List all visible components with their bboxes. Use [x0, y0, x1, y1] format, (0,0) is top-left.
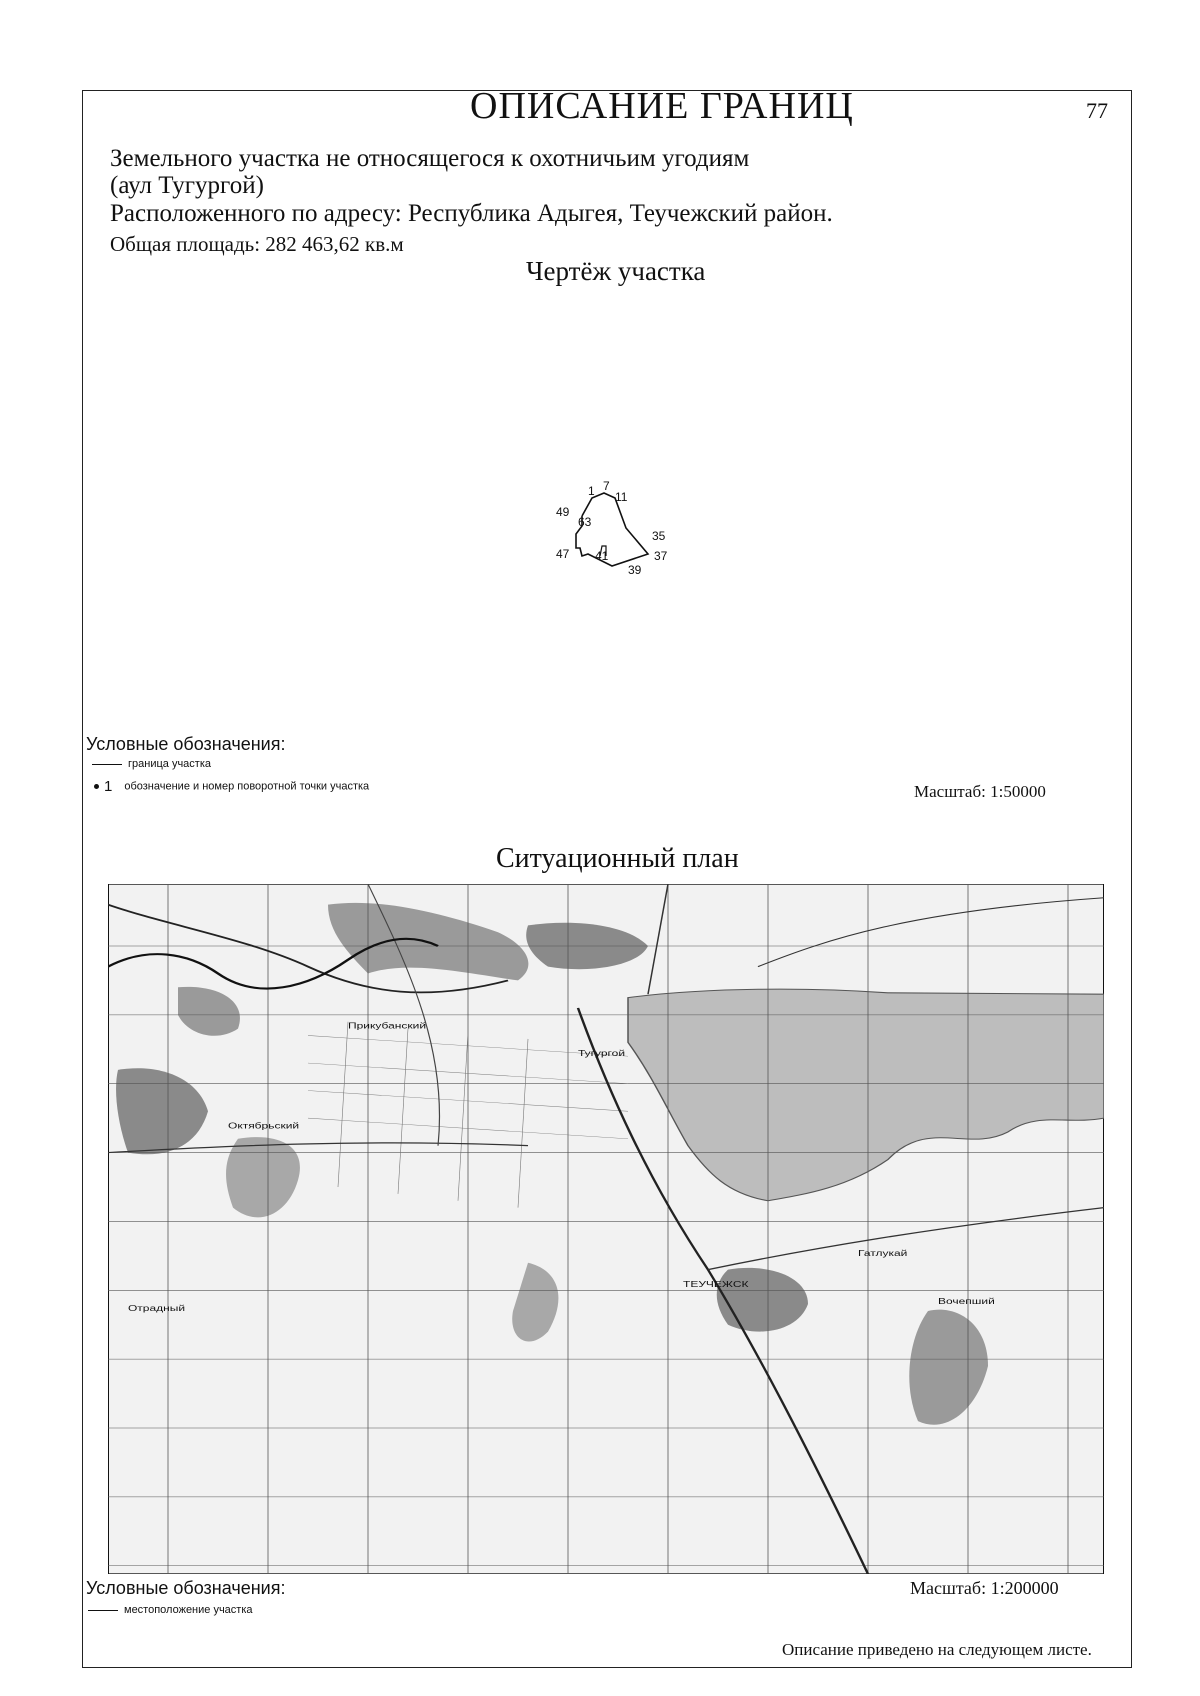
situation-scale: Масштаб: 1:200000: [910, 1578, 1059, 1598]
map-label: Октябрьский: [228, 1122, 300, 1131]
map-label: Гатлукай: [858, 1249, 908, 1259]
page-number: 77: [1086, 98, 1108, 123]
point-label: 41: [595, 549, 609, 563]
legend-point-number: 1: [104, 778, 113, 795]
point-label: 35: [652, 529, 666, 543]
point-label: 1: [588, 484, 595, 498]
point-label: 39: [628, 563, 642, 577]
drawing-title: Чертёж участка: [526, 256, 706, 286]
parcel-description-line: Земельного участка не относящегося к охотничьим угодиям: [110, 145, 750, 172]
point-label: 63: [578, 515, 592, 529]
parcel-address: Расположенного по адресу: Республика Адыгея, Теучежский район.: [110, 200, 833, 227]
map-label: ТЕУЧЕЖСК: [683, 1280, 749, 1290]
parcel-locality: (аул Тугургой): [110, 172, 264, 199]
map-label: Вочепший: [938, 1297, 995, 1307]
legend-location-row: [88, 1604, 253, 1616]
legend-location-label: местоположение участка: [124, 1604, 253, 1616]
parcel-boundary: [576, 493, 648, 566]
map-label: Отрадный: [128, 1304, 186, 1314]
page-title: ОПИСАНИЕ ГРАНИЦ: [470, 85, 854, 127]
point-label: 11: [615, 490, 628, 504]
legend-point-row: [94, 778, 369, 795]
footer-note: Описание приведено на следующем листе.: [782, 1640, 1092, 1659]
point-label: 47: [556, 547, 570, 561]
map-label: Тугургой: [578, 1049, 626, 1059]
map-label: Прикубанский: [348, 1022, 427, 1032]
legend-point-label: обозначение и номер поворотной точки участка: [124, 780, 370, 793]
point-label: 37: [654, 549, 668, 563]
situation-map: [108, 884, 1104, 1574]
situation-legend-title: Условные обозначения:: [86, 1578, 286, 1598]
drawing-scale: Масштаб: 1:50000: [914, 782, 1046, 801]
location-line-icon: [88, 1610, 118, 1611]
boundary-line-icon: [92, 764, 122, 765]
legend-boundary-row: [92, 758, 211, 770]
point-dot-icon: [94, 784, 99, 789]
legend-boundary-label: граница участка: [128, 758, 211, 770]
parcel-boundary-drawing: [540, 476, 690, 586]
situation-plan-title: Ситуационный план: [496, 843, 739, 874]
drawing-legend-title: Условные обозначения:: [86, 734, 286, 754]
point-label: 49: [556, 505, 570, 519]
point-label: 7: [603, 479, 610, 493]
parcel-area: Общая площадь: 282 463,62 кв.м: [110, 232, 404, 256]
